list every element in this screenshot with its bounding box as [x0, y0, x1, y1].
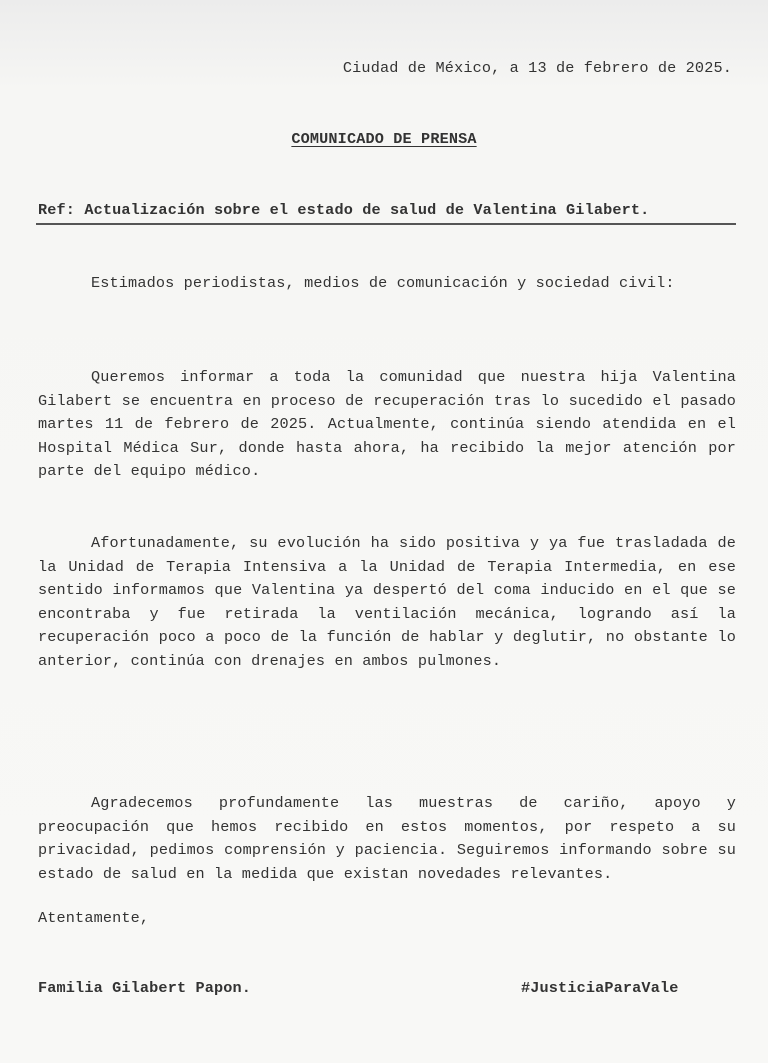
greeting-paragraph: Estimados periodistas, medios de comunicación y sociedad civil:: [91, 274, 675, 292]
gratitude-paragraph: Agradecemos profundamente las muestras de cariño, apoyo y preocupación que hemos recibido en estos momentos, por respeto a su privacidad, pedimos comprensión y paciencia. Seguiremos informando sobre su estado de salud en la medida que existan novedades relevantes.: [38, 794, 736, 883]
document-title: [0, 130, 768, 148]
reference-divider: [36, 223, 736, 225]
hashtag: #JusticiaParaVale: [521, 979, 679, 997]
closing-line: Atentamente,: [38, 909, 150, 927]
recovery-paragraph: Queremos informar a toda la comunidad que nuestra hija Valentina Gilabert se encuentra en proceso de recuperación tras lo sucedido el pasado martes 11 de febrero de 2025. Actualmente, continúa siendo atendida en el Hospital Médica Sur, donde hasta ahora, ha recibido la mejor atención por parte del equipo médico.: [38, 368, 736, 480]
reference-line: Ref: Actualización sobre el estado de salud de Valentina Gilabert.: [38, 201, 650, 219]
evolution-paragraph: Afortunadamente, su evolución ha sido positiva y ya fue trasladada de la Unidad de Terapia Intensiva a la Unidad de Terapia Intermedia, en ese sentido informamos que Valentina ya despertó del coma inducido en el que se encontraba y fue retirada la ventilación mecánica, logrando así la recuperación poco a poco de la función de hablar y deglutir, no obstante lo anterior, continúa con drenajes en ambos pulmones.: [38, 534, 736, 670]
document-title-text: COMUNICADO DE PRENSA: [291, 130, 477, 148]
date-line: Ciudad de México, a 13 de febrero de 2025.: [342, 59, 732, 77]
signature: Familia Gilabert Papon.: [38, 979, 252, 997]
